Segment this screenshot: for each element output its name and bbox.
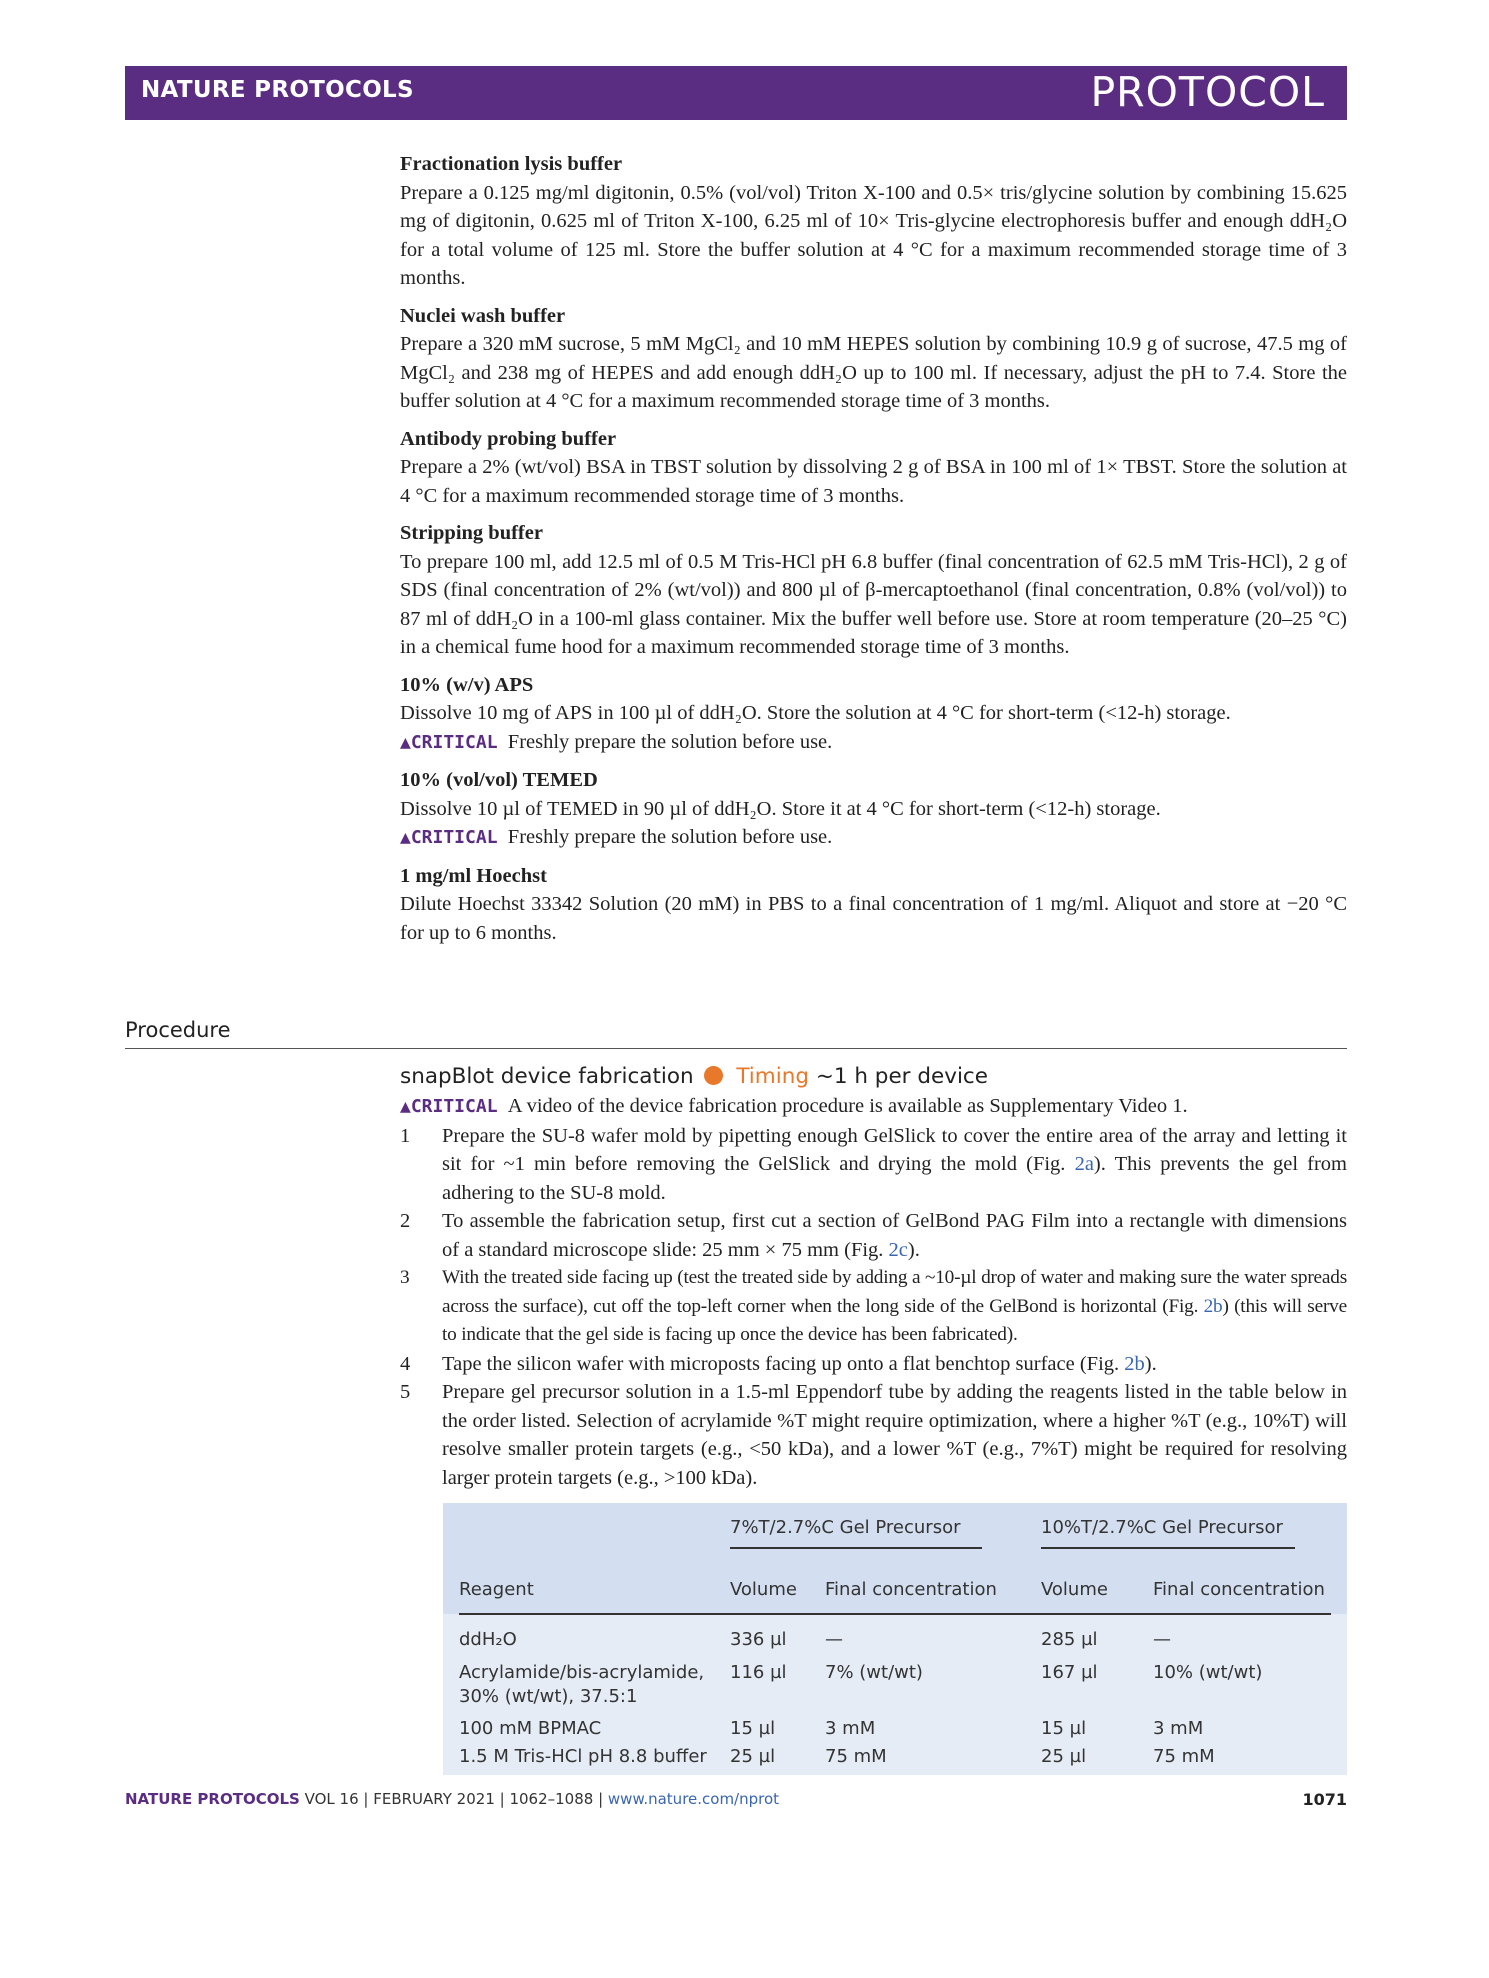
reagent-block	[400, 766, 1347, 853]
reagent-setup	[400, 150, 1347, 956]
reagent-title: Nuclei wash buffer	[400, 304, 566, 327]
table-cell: 336 µl	[730, 1629, 787, 1650]
critical-line	[400, 823, 1347, 853]
group-header-7pct: 7%T/2.7%C Gel Precursor	[730, 1517, 961, 1538]
procedure-step	[400, 1207, 1347, 1264]
step-number: 1	[400, 1124, 411, 1147]
table-cell: —	[825, 1629, 843, 1650]
table-cell: Acrylamide/bis-acrylamide, 30% (wt/wt), 37.5:1	[459, 1662, 705, 1707]
column-header: Final concentration	[1153, 1579, 1325, 1600]
reagent-title: Antibody probing buffer	[400, 427, 617, 450]
critical-label: ▲CRITICAL	[400, 1096, 498, 1117]
step-number: 5	[400, 1381, 411, 1403]
procedure-heading: Procedure	[125, 1018, 231, 1042]
reagent-block	[400, 519, 1347, 662]
reagent-title: 1 mg/ml Hoechst	[400, 864, 547, 887]
timing-value: ~1 h per device	[815, 1064, 988, 1089]
reagent-text: To prepare 100 ml, add 12.5 ml of 0.5 M Tris-HCl pH 6.8 buffer (final concentration of 62.5 mM Tris-HCl), 2 g of SDS (final concentration of 2% (wt/vol)) and 800 µl of β-mercaptoethanol (final concentration, 0.8% (vol/vol)) to 87 ml of ddH₂O in a 100-ml glass container. Mix the buffer well before use. Store at room temperature (20–25 °C) in a chemical fume hood for a maximum recommended storage time of 3 months.	[400, 550, 1347, 658]
step-text-end: ) (this will serve to indicate that the gel side is facing up once the device has been fabricated).	[442, 1295, 1347, 1345]
step-number: 3	[400, 1267, 410, 1288]
reagent-text: Dissolve 10 µl of TEMED in 90 µl of ddH₂O. Store it at 4 °C for short-term (<12-h) storage.	[400, 797, 1161, 820]
reagent-title: Stripping buffer	[400, 522, 543, 544]
table-cell: 1.5 M Tris-HCl pH 8.8 buffer	[459, 1746, 707, 1767]
procedure-section	[400, 1062, 1347, 1492]
procedure-step	[400, 1264, 1347, 1350]
section-title: snapBlot device fabrication	[400, 1064, 694, 1089]
procedure-step	[400, 1350, 1347, 1379]
reagent-block	[400, 862, 1347, 948]
section-title-line	[400, 1062, 1347, 1092]
table-cell: 3 mM	[1153, 1718, 1204, 1739]
step-number: 4	[400, 1352, 411, 1375]
footer-issue: VOL 16 | FEBRUARY 2021 | 1062–1088 |	[304, 1790, 604, 1808]
group-underline	[730, 1547, 982, 1549]
group-underline	[1041, 1547, 1295, 1549]
reagent-block	[400, 671, 1347, 758]
footer-journal: NATURE PROTOCOLS	[125, 1790, 300, 1808]
table-cell: 25 µl	[1041, 1746, 1087, 1767]
table-cell: 7% (wt/wt)	[825, 1662, 923, 1683]
procedure-step	[400, 1378, 1347, 1492]
timing-dot-icon	[704, 1066, 723, 1085]
reagent-block	[400, 302, 1347, 416]
table-cell: 3 mM	[825, 1718, 876, 1739]
critical-note: Freshly prepare the solution before use.	[507, 826, 833, 848]
critical-note: Freshly prepare the solution before use.	[507, 730, 833, 753]
table-cell: 167 µl	[1041, 1662, 1098, 1683]
step-text-end: ). This prevents the gel from adhering to the SU-8 mold.	[442, 1153, 1348, 1204]
step-text: To assemble the fabrication setup, first cut a section of GelBond PAG Film into a rectangle with dimensions of a standard microscope slide: 25 mm × 75 mm (Fig.	[442, 1210, 1347, 1261]
critical-label: ▲CRITICAL	[400, 731, 498, 753]
step-text-end: ).	[1144, 1352, 1157, 1375]
table-cell: —	[1153, 1629, 1171, 1650]
table-cell: 116 µl	[730, 1662, 787, 1683]
table-cell: 75 mM	[825, 1746, 887, 1767]
page-footer	[125, 1790, 1347, 1808]
reagent-text: Prepare a 320 mM sucrose, 5 mM MgCl₂ and 10 mM HEPES solution by combining 10.9 g of sucrose, 47.5 mg of MgCl₂ and 238 mg of HEPES and add enough ddH₂O up to 100 ml. If necessary, adjust the pH to 7.4. Store the buffer solution at 4 °C for a maximum recommended storage time of 3 months.	[400, 333, 1347, 412]
table-cell: 75 mM	[1153, 1746, 1215, 1767]
figure-link[interactable]: 2b	[1203, 1295, 1223, 1317]
journal-name: NATURE PROTOCOLS	[141, 77, 414, 103]
page-number: 1071	[1302, 1790, 1347, 1809]
step-text: With the treated side facing up (test the treated side by adding a ~10-µl drop of water and making sure the water spreads across the surface), cut off the top-left corner when the long side of the GelBond is horizontal (Fig.	[442, 1267, 1347, 1317]
table-cell: 15 µl	[1041, 1718, 1087, 1739]
critical-note: A video of the device fabrication procedure is available as Supplementary Video 1.	[507, 1095, 1188, 1117]
article-type: PROTOCOL	[1090, 68, 1325, 116]
reagent-text: Prepare a 0.125 mg/ml digitonin, 0.5% (vol/vol) Triton X-100 and 0.5× tris/glycine solution by combining 15.625 mg of digitonin, 0.625 ml of Triton X-100, 6.25 ml of 10× Tris-glycine electrophoresis buffer and enough ddH₂O for a total volume of 125 ml. Store the buffer solution at 4 °C for a maximum recommended storage time of 3 months.	[400, 181, 1347, 289]
step-number: 2	[400, 1210, 411, 1232]
procedure-divider	[125, 1048, 1347, 1049]
reagent-title: 10% (vol/vol) TEMED	[400, 769, 598, 791]
reagent-text: Prepare a 2% (wt/vol) BSA in TBST solution by dissolving 2 g of BSA in 100 ml of 1× TBST. Store the solution at 4 °C for a maximum recommended storage time of 3 months.	[400, 456, 1347, 507]
table-cell: 100 mM BPMAC	[459, 1718, 602, 1739]
column-header: Volume	[1041, 1579, 1108, 1600]
reagent-title: 10% (w/v) APS	[400, 673, 534, 696]
critical-label: ▲CRITICAL	[400, 827, 498, 848]
column-header: Reagent	[459, 1579, 534, 1600]
reagent-block	[400, 150, 1347, 293]
footer-url[interactable]: www.nature.com/nprot	[607, 1790, 780, 1808]
reagent-text: Dilute Hoechst 33342 Solution (20 mM) in PBS to a final concentration of 1 mg/ml. Aliquot and store at −20 °C for up to 6 months.	[400, 893, 1347, 944]
column-header: Final concentration	[825, 1579, 997, 1600]
reagent-block	[400, 425, 1347, 511]
reagent-text: Dissolve 10 mg of APS in 100 µl of ddH₂O. Store the solution at 4 °C for short-term (<12-h) storage.	[400, 702, 1231, 724]
procedure-step	[400, 1122, 1347, 1208]
critical-line	[400, 728, 1347, 758]
table-cell: 15 µl	[730, 1718, 776, 1739]
step-text: Prepare gel precursor solution in a 1.5-ml Eppendorf tube by adding the reagents listed in the table below in the order listed. Selection of acrylamide %T might require optimization, where a higher %T (e.g., 10%T) will resolve smaller protein targets (e.g., <50 kDa), and a lower %T (e.g., 7%T) might be required for resolving larger protein targets (e.g., >100 kDa).	[442, 1381, 1347, 1489]
step-text: Prepare the SU-8 wafer mold by pipetting enough GelSlick to cover the entire area of the array and letting it sit for ~1 min before removing the GelSlick and drying the mold (Fig.	[442, 1124, 1347, 1175]
table-cell: 25 µl	[730, 1746, 776, 1767]
group-header-10pct: 10%T/2.7%C Gel Precursor	[1041, 1517, 1283, 1538]
table-cell: ddH₂O	[459, 1629, 517, 1650]
critical-line	[400, 1092, 1347, 1122]
table-cell: 285 µl	[1041, 1629, 1098, 1650]
timing-label: Timing	[736, 1064, 809, 1089]
figure-link[interactable]: 2c	[888, 1238, 908, 1261]
step-text-end: ).	[907, 1238, 920, 1261]
header-rule	[459, 1613, 1331, 1615]
column-header: Volume	[730, 1579, 797, 1600]
figure-link[interactable]: 2b	[1124, 1352, 1145, 1375]
figure-link[interactable]: 2a	[1074, 1153, 1094, 1175]
table-cell: 10% (wt/wt)	[1153, 1662, 1263, 1683]
step-text: Tape the silicon wafer with microposts facing up onto a flat benchtop surface (Fig.	[442, 1352, 1125, 1375]
reagent-title: Fractionation lysis buffer	[400, 153, 623, 175]
journal-header-bar	[125, 66, 1347, 120]
gel-precursor-table	[443, 1503, 1347, 1775]
